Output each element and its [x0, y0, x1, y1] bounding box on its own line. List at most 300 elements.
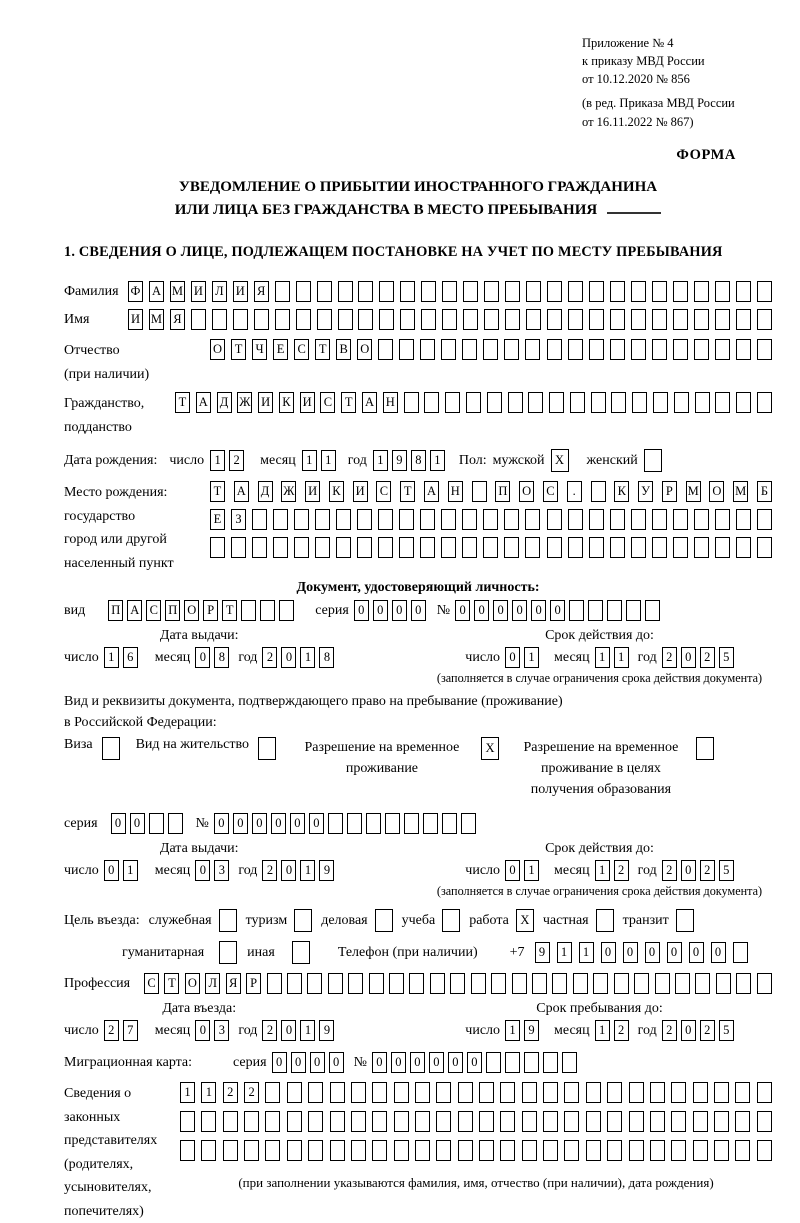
char-cell[interactable]: 1 [595, 1020, 610, 1041]
char-cell[interactable]: 0 [531, 600, 546, 621]
char-cell[interactable] [757, 281, 772, 302]
char-cell[interactable]: Ж [281, 481, 296, 502]
char-cell[interactable] [330, 1140, 345, 1161]
char-cell[interactable] [588, 600, 603, 621]
char-cell[interactable]: А [196, 392, 211, 413]
char-cell[interactable] [652, 509, 667, 530]
char-cell[interactable] [543, 1082, 558, 1103]
char-cell[interactable] [525, 339, 540, 360]
char-cell[interactable] [522, 1111, 537, 1132]
char-cell[interactable]: С [320, 392, 335, 413]
char-cell[interactable] [694, 309, 709, 330]
char-cell[interactable]: Я [226, 973, 241, 994]
char-cell[interactable] [736, 281, 751, 302]
char-cell[interactable] [315, 537, 330, 558]
char-cell[interactable] [399, 509, 414, 530]
char-cell[interactable] [394, 1082, 409, 1103]
char-cell[interactable]: 1 [595, 647, 610, 668]
char-cell[interactable]: Е [273, 339, 288, 360]
char-cell[interactable] [223, 1140, 238, 1161]
char-cell[interactable] [568, 309, 583, 330]
char-cell[interactable] [372, 1111, 387, 1132]
char-cell[interactable] [462, 339, 477, 360]
char-cell[interactable] [273, 537, 288, 558]
char-cell[interactable] [564, 1140, 579, 1161]
char-cell[interactable] [442, 813, 457, 834]
char-cell[interactable]: . [567, 481, 582, 502]
char-cell[interactable]: Т [164, 973, 179, 994]
char-cell[interactable] [505, 1052, 520, 1073]
char-cell[interactable] [424, 392, 439, 413]
char-cell[interactable] [500, 1082, 515, 1103]
char-cell[interactable] [201, 1140, 216, 1161]
char-cell[interactable] [695, 392, 710, 413]
char-cell[interactable]: 0 [429, 1052, 444, 1073]
char-cell[interactable] [483, 537, 498, 558]
char-cell[interactable]: В [336, 339, 351, 360]
char-cell[interactable]: 0 [392, 600, 407, 621]
char-cell[interactable] [653, 392, 668, 413]
char-cell[interactable] [462, 509, 477, 530]
char-cell[interactable] [296, 309, 311, 330]
char-cell[interactable]: А [127, 600, 142, 621]
char-cell[interactable] [372, 1082, 387, 1103]
char-cell[interactable] [547, 509, 562, 530]
char-cell[interactable]: Р [246, 973, 261, 994]
char-cell[interactable]: 9 [319, 1020, 334, 1041]
char-cell[interactable] [287, 1082, 302, 1103]
char-cell[interactable]: 1 [557, 942, 572, 963]
char-cell[interactable] [466, 392, 481, 413]
char-cell[interactable]: 1 [300, 647, 315, 668]
char-cell[interactable] [491, 973, 506, 994]
char-cell[interactable] [336, 537, 351, 558]
char-cell[interactable]: Т [341, 392, 356, 413]
char-cell[interactable]: Л [205, 973, 220, 994]
char-cell[interactable] [528, 392, 543, 413]
char-cell[interactable]: 0 [467, 1052, 482, 1073]
checkbox-cell[interactable]: X [516, 909, 534, 932]
char-cell[interactable]: 1 [579, 942, 594, 963]
char-cell[interactable] [715, 339, 730, 360]
char-cell[interactable]: 0 [391, 1052, 406, 1073]
char-cell[interactable]: Т [231, 339, 246, 360]
char-cell[interactable]: 9 [392, 450, 407, 471]
char-cell[interactable] [586, 1082, 601, 1103]
char-cell[interactable] [415, 1140, 430, 1161]
char-cell[interactable] [336, 509, 351, 530]
char-cell[interactable] [441, 537, 456, 558]
char-cell[interactable]: К [614, 481, 629, 502]
char-cell[interactable]: 0 [130, 813, 145, 834]
char-cell[interactable] [442, 309, 457, 330]
char-cell[interactable] [404, 813, 419, 834]
char-cell[interactable]: Р [662, 481, 677, 502]
char-cell[interactable] [733, 942, 748, 963]
char-cell[interactable]: А [149, 281, 164, 302]
char-cell[interactable] [591, 481, 606, 502]
char-cell[interactable] [294, 537, 309, 558]
char-cell[interactable]: 2 [700, 1020, 715, 1041]
char-cell[interactable]: 2 [700, 860, 715, 881]
char-cell[interactable] [614, 973, 629, 994]
char-cell[interactable] [607, 1111, 622, 1132]
char-cell[interactable] [254, 309, 269, 330]
char-cell[interactable] [479, 1082, 494, 1103]
char-cell[interactable]: 5 [719, 647, 734, 668]
char-cell[interactable]: 1 [524, 647, 539, 668]
char-cell[interactable] [504, 537, 519, 558]
char-cell[interactable] [586, 1111, 601, 1132]
char-cell[interactable] [296, 281, 311, 302]
char-cell[interactable] [436, 1111, 451, 1132]
char-cell[interactable] [694, 537, 709, 558]
char-cell[interactable]: 1 [614, 647, 629, 668]
char-cell[interactable]: 0 [681, 1020, 696, 1041]
char-cell[interactable]: 1 [300, 1020, 315, 1041]
char-cell[interactable] [593, 973, 608, 994]
char-cell[interactable] [484, 309, 499, 330]
char-cell[interactable] [252, 537, 267, 558]
char-cell[interactable]: 8 [214, 647, 229, 668]
char-cell[interactable] [629, 1111, 644, 1132]
char-cell[interactable] [589, 537, 604, 558]
char-cell[interactable] [645, 600, 660, 621]
char-cell[interactable]: 8 [319, 647, 334, 668]
char-cell[interactable] [714, 1111, 729, 1132]
char-cell[interactable] [671, 1140, 686, 1161]
char-cell[interactable] [275, 281, 290, 302]
char-cell[interactable]: 0 [411, 600, 426, 621]
char-cell[interactable] [673, 537, 688, 558]
char-cell[interactable] [294, 509, 309, 530]
checkbox-cell[interactable] [676, 909, 694, 932]
char-cell[interactable]: С [146, 600, 161, 621]
char-cell[interactable] [328, 813, 343, 834]
char-cell[interactable] [735, 1082, 750, 1103]
char-cell[interactable] [317, 309, 332, 330]
char-cell[interactable] [757, 973, 772, 994]
char-cell[interactable] [441, 339, 456, 360]
checkbox-cell[interactable] [596, 909, 614, 932]
char-cell[interactable]: 7 [123, 1020, 138, 1041]
char-cell[interactable]: 0 [271, 813, 286, 834]
char-cell[interactable] [308, 1082, 323, 1103]
char-cell[interactable] [366, 813, 381, 834]
char-cell[interactable] [626, 600, 641, 621]
char-cell[interactable] [589, 281, 604, 302]
char-cell[interactable]: Р [203, 600, 218, 621]
char-cell[interactable] [757, 1082, 772, 1103]
char-cell[interactable] [472, 481, 487, 502]
char-cell[interactable] [441, 509, 456, 530]
checkbox-cell[interactable] [644, 449, 662, 472]
char-cell[interactable] [568, 509, 583, 530]
char-cell[interactable]: 0 [681, 860, 696, 881]
char-cell[interactable]: И [300, 392, 315, 413]
char-cell[interactable]: 5 [719, 860, 734, 881]
char-cell[interactable]: 0 [372, 1052, 387, 1073]
char-cell[interactable]: А [362, 392, 377, 413]
char-cell[interactable]: 2 [223, 1082, 238, 1103]
checkbox-cell[interactable] [258, 737, 276, 760]
char-cell[interactable] [351, 1082, 366, 1103]
char-cell[interactable]: 9 [535, 942, 550, 963]
char-cell[interactable]: 3 [214, 1020, 229, 1041]
char-cell[interactable] [287, 973, 302, 994]
char-cell[interactable] [201, 1111, 216, 1132]
char-cell[interactable] [591, 392, 606, 413]
char-cell[interactable]: 2 [262, 647, 277, 668]
char-cell[interactable]: О [519, 481, 534, 502]
char-cell[interactable] [675, 973, 690, 994]
char-cell[interactable] [399, 339, 414, 360]
char-cell[interactable] [715, 392, 730, 413]
char-cell[interactable] [462, 537, 477, 558]
char-cell[interactable] [430, 973, 445, 994]
char-cell[interactable] [385, 813, 400, 834]
char-cell[interactable]: 2 [262, 860, 277, 881]
char-cell[interactable] [458, 1082, 473, 1103]
char-cell[interactable]: 0 [623, 942, 638, 963]
char-cell[interactable] [287, 1140, 302, 1161]
char-cell[interactable] [307, 973, 322, 994]
char-cell[interactable]: Т [175, 392, 190, 413]
char-cell[interactable]: С [144, 973, 159, 994]
char-cell[interactable] [694, 281, 709, 302]
char-cell[interactable]: 2 [700, 647, 715, 668]
char-cell[interactable]: 0 [474, 600, 489, 621]
char-cell[interactable] [504, 339, 519, 360]
char-cell[interactable] [357, 537, 372, 558]
char-cell[interactable] [569, 600, 584, 621]
char-cell[interactable] [607, 1140, 622, 1161]
char-cell[interactable]: Д [258, 481, 273, 502]
char-cell[interactable]: 0 [410, 1052, 425, 1073]
char-cell[interactable] [757, 1111, 772, 1132]
char-cell[interactable] [631, 509, 646, 530]
char-cell[interactable]: 3 [214, 860, 229, 881]
char-cell[interactable] [673, 509, 688, 530]
char-cell[interactable]: 1 [321, 450, 336, 471]
char-cell[interactable]: 0 [233, 813, 248, 834]
char-cell[interactable]: У [638, 481, 653, 502]
char-cell[interactable] [308, 1140, 323, 1161]
char-cell[interactable]: 0 [309, 813, 324, 834]
char-cell[interactable] [543, 1111, 558, 1132]
char-cell[interactable] [421, 281, 436, 302]
char-cell[interactable]: 2 [229, 450, 244, 471]
char-cell[interactable]: 1 [595, 860, 610, 881]
char-cell[interactable]: 2 [662, 1020, 677, 1041]
char-cell[interactable]: 9 [524, 1020, 539, 1041]
char-cell[interactable]: 1 [505, 1020, 520, 1041]
char-cell[interactable] [695, 973, 710, 994]
char-cell[interactable] [223, 1111, 238, 1132]
char-cell[interactable] [233, 309, 248, 330]
char-cell[interactable] [715, 281, 730, 302]
char-cell[interactable]: 1 [524, 860, 539, 881]
char-cell[interactable]: Н [448, 481, 463, 502]
char-cell[interactable] [483, 509, 498, 530]
char-cell[interactable]: П [165, 600, 180, 621]
char-cell[interactable] [650, 1111, 665, 1132]
char-cell[interactable] [378, 509, 393, 530]
char-cell[interactable]: 0 [195, 647, 210, 668]
char-cell[interactable] [404, 392, 419, 413]
char-cell[interactable] [508, 392, 523, 413]
char-cell[interactable]: И [305, 481, 320, 502]
char-cell[interactable]: С [294, 339, 309, 360]
char-cell[interactable]: 0 [281, 647, 296, 668]
char-cell[interactable] [279, 600, 294, 621]
char-cell[interactable]: М [733, 481, 748, 502]
char-cell[interactable] [673, 309, 688, 330]
char-cell[interactable] [650, 1140, 665, 1161]
char-cell[interactable] [526, 309, 541, 330]
char-cell[interactable] [338, 281, 353, 302]
char-cell[interactable] [315, 509, 330, 530]
char-cell[interactable] [714, 1140, 729, 1161]
char-cell[interactable] [589, 509, 604, 530]
char-cell[interactable]: Т [210, 481, 225, 502]
char-cell[interactable] [543, 1140, 558, 1161]
char-cell[interactable] [486, 1052, 501, 1073]
char-cell[interactable] [671, 1082, 686, 1103]
char-cell[interactable] [611, 392, 626, 413]
char-cell[interactable]: Д [217, 392, 232, 413]
char-cell[interactable] [736, 509, 751, 530]
char-cell[interactable] [522, 1082, 537, 1103]
char-cell[interactable]: П [495, 481, 510, 502]
char-cell[interactable] [757, 309, 772, 330]
char-cell[interactable] [631, 537, 646, 558]
char-cell[interactable] [379, 309, 394, 330]
char-cell[interactable]: 1 [300, 860, 315, 881]
char-cell[interactable] [484, 281, 499, 302]
char-cell[interactable] [549, 392, 564, 413]
char-cell[interactable] [409, 973, 424, 994]
char-cell[interactable]: 0 [290, 813, 305, 834]
char-cell[interactable]: З [231, 509, 246, 530]
char-cell[interactable] [210, 537, 225, 558]
char-cell[interactable] [420, 537, 435, 558]
char-cell[interactable]: Ж [237, 392, 252, 413]
char-cell[interactable] [479, 1111, 494, 1132]
char-cell[interactable] [463, 281, 478, 302]
char-cell[interactable]: 0 [214, 813, 229, 834]
char-cell[interactable] [400, 309, 415, 330]
char-cell[interactable] [757, 537, 772, 558]
char-cell[interactable]: А [234, 481, 249, 502]
char-cell[interactable] [631, 339, 646, 360]
char-cell[interactable] [607, 600, 622, 621]
char-cell[interactable] [674, 392, 689, 413]
char-cell[interactable]: 0 [455, 600, 470, 621]
char-cell[interactable] [547, 281, 562, 302]
char-cell[interactable]: Я [254, 281, 269, 302]
char-cell[interactable]: 2 [662, 860, 677, 881]
char-cell[interactable] [757, 339, 772, 360]
char-cell[interactable] [512, 973, 527, 994]
char-cell[interactable] [629, 1140, 644, 1161]
checkbox-cell[interactable]: X [481, 737, 499, 760]
char-cell[interactable] [265, 1082, 280, 1103]
char-cell[interactable] [191, 309, 206, 330]
char-cell[interactable] [694, 509, 709, 530]
char-cell[interactable] [458, 1111, 473, 1132]
char-cell[interactable] [244, 1111, 259, 1132]
char-cell[interactable]: О [210, 339, 225, 360]
char-cell[interactable] [420, 339, 435, 360]
char-cell[interactable]: О [357, 339, 372, 360]
char-cell[interactable] [715, 309, 730, 330]
char-cell[interactable] [421, 309, 436, 330]
char-cell[interactable] [652, 537, 667, 558]
char-cell[interactable]: 2 [614, 860, 629, 881]
char-cell[interactable]: М [686, 481, 701, 502]
char-cell[interactable] [632, 392, 647, 413]
char-cell[interactable]: К [279, 392, 294, 413]
char-cell[interactable] [736, 309, 751, 330]
char-cell[interactable]: 0 [505, 860, 520, 881]
char-cell[interactable]: М [149, 309, 164, 330]
char-cell[interactable] [394, 1140, 409, 1161]
char-cell[interactable]: 1 [123, 860, 138, 881]
char-cell[interactable] [650, 1082, 665, 1103]
char-cell[interactable]: 6 [123, 647, 138, 668]
char-cell[interactable] [348, 973, 363, 994]
char-cell[interactable]: М [170, 281, 185, 302]
char-cell[interactable] [736, 537, 751, 558]
char-cell[interactable] [415, 1082, 430, 1103]
char-cell[interactable] [260, 600, 275, 621]
char-cell[interactable]: 0 [104, 860, 119, 881]
checkbox-cell[interactable] [292, 941, 310, 964]
char-cell[interactable] [265, 1111, 280, 1132]
char-cell[interactable] [168, 813, 183, 834]
char-cell[interactable] [463, 309, 478, 330]
char-cell[interactable] [568, 281, 583, 302]
char-cell[interactable] [716, 973, 731, 994]
char-cell[interactable] [629, 1082, 644, 1103]
char-cell[interactable] [415, 1111, 430, 1132]
char-cell[interactable] [610, 509, 625, 530]
char-cell[interactable]: 0 [310, 1052, 325, 1073]
char-cell[interactable]: И [233, 281, 248, 302]
char-cell[interactable] [693, 1111, 708, 1132]
char-cell[interactable]: 0 [645, 942, 660, 963]
char-cell[interactable] [543, 1052, 558, 1073]
char-cell[interactable] [522, 1140, 537, 1161]
char-cell[interactable]: 2 [104, 1020, 119, 1041]
checkbox-cell[interactable] [294, 909, 312, 932]
char-cell[interactable] [212, 309, 227, 330]
checkbox-cell[interactable] [442, 909, 460, 932]
char-cell[interactable]: 0 [195, 1020, 210, 1041]
char-cell[interactable]: О [184, 600, 199, 621]
char-cell[interactable] [693, 1140, 708, 1161]
char-cell[interactable] [372, 1140, 387, 1161]
char-cell[interactable] [500, 1111, 515, 1132]
checkbox-cell[interactable] [375, 909, 393, 932]
char-cell[interactable] [471, 973, 486, 994]
char-cell[interactable]: 1 [210, 450, 225, 471]
char-cell[interactable] [634, 973, 649, 994]
char-cell[interactable]: И [191, 281, 206, 302]
char-cell[interactable] [379, 281, 394, 302]
char-cell[interactable] [317, 281, 332, 302]
